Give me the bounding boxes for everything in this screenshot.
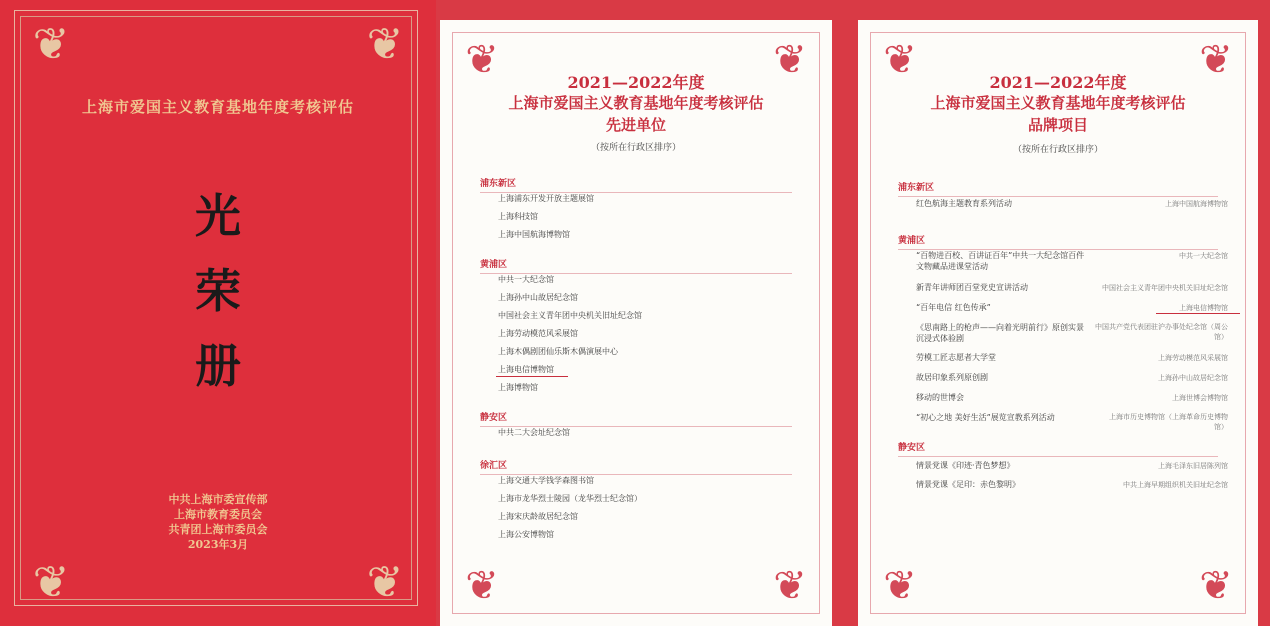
ornament-icon: ❦ <box>1199 37 1233 83</box>
section-header: 静安区 <box>898 440 1218 457</box>
list-item: 上海孙中山故居纪念馆 <box>498 293 578 302</box>
project-name: 劳模工匠志愿者大学堂 <box>916 353 996 362</box>
project-name: 移动的世博会 <box>916 393 964 402</box>
ornament-icon: ❦ <box>366 19 404 70</box>
page-title: 上海市爱国主义教育基地年度考核评估 <box>508 94 764 112</box>
cover-issuer: 中共上海市委宣传部 <box>168 493 268 506</box>
project-unit: 上海毛泽东旧居陈列馆 <box>1158 462 1228 470</box>
project-name: 故居印象系列原创剧 <box>916 373 988 382</box>
page-subtitle: 品牌项目 <box>1027 116 1088 134</box>
ornament-icon: ❦ <box>465 563 499 609</box>
advanced-units-page <box>440 20 832 626</box>
section-header: 浦东新区 <box>480 176 792 193</box>
project-name: 情景党课《印迹·青色梦想》 <box>916 461 1015 470</box>
brand-projects-page <box>858 20 1258 626</box>
cover-issuer: 上海市教育委员会 <box>174 508 262 521</box>
ornament-icon: ❦ <box>883 563 917 609</box>
list-item: 中共一大纪念馆 <box>498 275 554 284</box>
list-item: 上海科技馆 <box>498 212 538 221</box>
project-unit: 上海劳动模范风采展馆 <box>1158 354 1228 362</box>
highlight-underline <box>496 376 568 377</box>
section-header: 静安区 <box>480 410 792 427</box>
page-note: （按所在行政区排序） <box>1012 145 1103 155</box>
list-item-highlighted: 上海电信博物馆 <box>498 365 554 374</box>
section-header: 徐汇区 <box>480 458 792 475</box>
cover-big-char: 光 <box>195 189 241 243</box>
section-header: 黄浦区 <box>480 257 792 274</box>
project-name: 红色航海主题教育系列活动 <box>916 199 1012 208</box>
project-unit: 上海中国航海博物馆 <box>1165 200 1228 208</box>
project-name: 情景党课《足印：赤色黎明》 <box>916 480 1020 489</box>
project-name: “百物进百校、百讲证百年”中共一大纪念馆百件文物藏品进课堂活动 <box>916 251 1085 271</box>
project-name: “初心之地 美好生活”展览宣教系列活动 <box>916 413 1055 422</box>
project-unit: 中共上海早期组织机关旧址纪念馆 <box>1123 481 1228 489</box>
page-year: 2021—2022年度 <box>989 73 1127 92</box>
ornament-icon: ❦ <box>773 37 807 83</box>
ornament-icon: ❦ <box>32 19 70 70</box>
ornament-icon: ❦ <box>465 37 499 83</box>
list-item: 上海中国航海博物馆 <box>498 230 570 239</box>
cover-big-char: 册 <box>195 339 241 393</box>
ornament-icon: ❦ <box>1199 563 1233 609</box>
list-item: 上海交通大学钱学森图书馆 <box>498 476 594 485</box>
project-name: 新青年讲师团百堂党史宣讲活动 <box>916 283 1028 292</box>
page-subtitle: 先进单位 <box>605 116 666 134</box>
list-item: 上海公安博物馆 <box>498 530 554 539</box>
list-item: 上海市龙华烈士陵园（龙华烈士纪念馆） <box>498 494 642 503</box>
project-unit: 上海电信博物馆 <box>1179 304 1228 312</box>
cover-big-char: 荣 <box>195 264 241 318</box>
ornament-icon: ❦ <box>366 557 404 608</box>
list-item: 上海木偶剧团仙乐斯木偶演展中心 <box>498 347 618 356</box>
section-header: 黄浦区 <box>898 233 1218 250</box>
page-note: （按所在行政区排序） <box>590 143 681 153</box>
ornament-icon: ❦ <box>773 563 807 609</box>
project-unit: 中共一大纪念馆 <box>1179 252 1228 260</box>
project-name: “百年电信 红色传承” <box>916 303 991 312</box>
project-name: 《思南路上的枪声——向着光明前行》原创实景沉浸式体验剧 <box>916 323 1084 343</box>
section-header: 浦东新区 <box>898 180 1218 197</box>
cover-title: 上海市爱国主义教育基地年度考核评估 <box>81 98 354 116</box>
list-item: 上海博物馆 <box>498 383 538 392</box>
project-unit: 中国社会主义青年团中央机关旧址纪念馆 <box>1102 284 1228 292</box>
ornament-icon: ❦ <box>883 37 917 83</box>
page-title: 上海市爱国主义教育基地年度考核评估 <box>930 94 1186 112</box>
project-unit: 上海市历史博物馆（上海革命历史博物馆） <box>1109 413 1228 431</box>
project-unit: 上海孙中山故居纪念馆 <box>1158 374 1228 382</box>
ornament-icon: ❦ <box>32 557 70 608</box>
cover-issuer: 共青团上海市委员会 <box>168 523 268 536</box>
list-item: 上海宋庆龄故居纪念馆 <box>498 512 578 521</box>
list-item: 上海浦东开发开放主题展馆 <box>498 194 594 203</box>
cover-date: 2023年3月 <box>187 538 249 551</box>
list-item: 中共二大会址纪念馆 <box>498 428 570 437</box>
project-unit: 中国共产党代表团驻沪办事处纪念馆（周公馆） <box>1095 323 1228 341</box>
highlight-underline <box>1156 313 1240 314</box>
page-year: 2021—2022年度 <box>567 73 705 92</box>
list-item: 中国社会主义青年团中央机关旧址纪念馆 <box>498 311 642 320</box>
project-unit: 上海世博会博物馆 <box>1172 394 1228 402</box>
list-item: 上海劳动模范风采展馆 <box>498 329 578 338</box>
cover-page <box>0 0 436 626</box>
